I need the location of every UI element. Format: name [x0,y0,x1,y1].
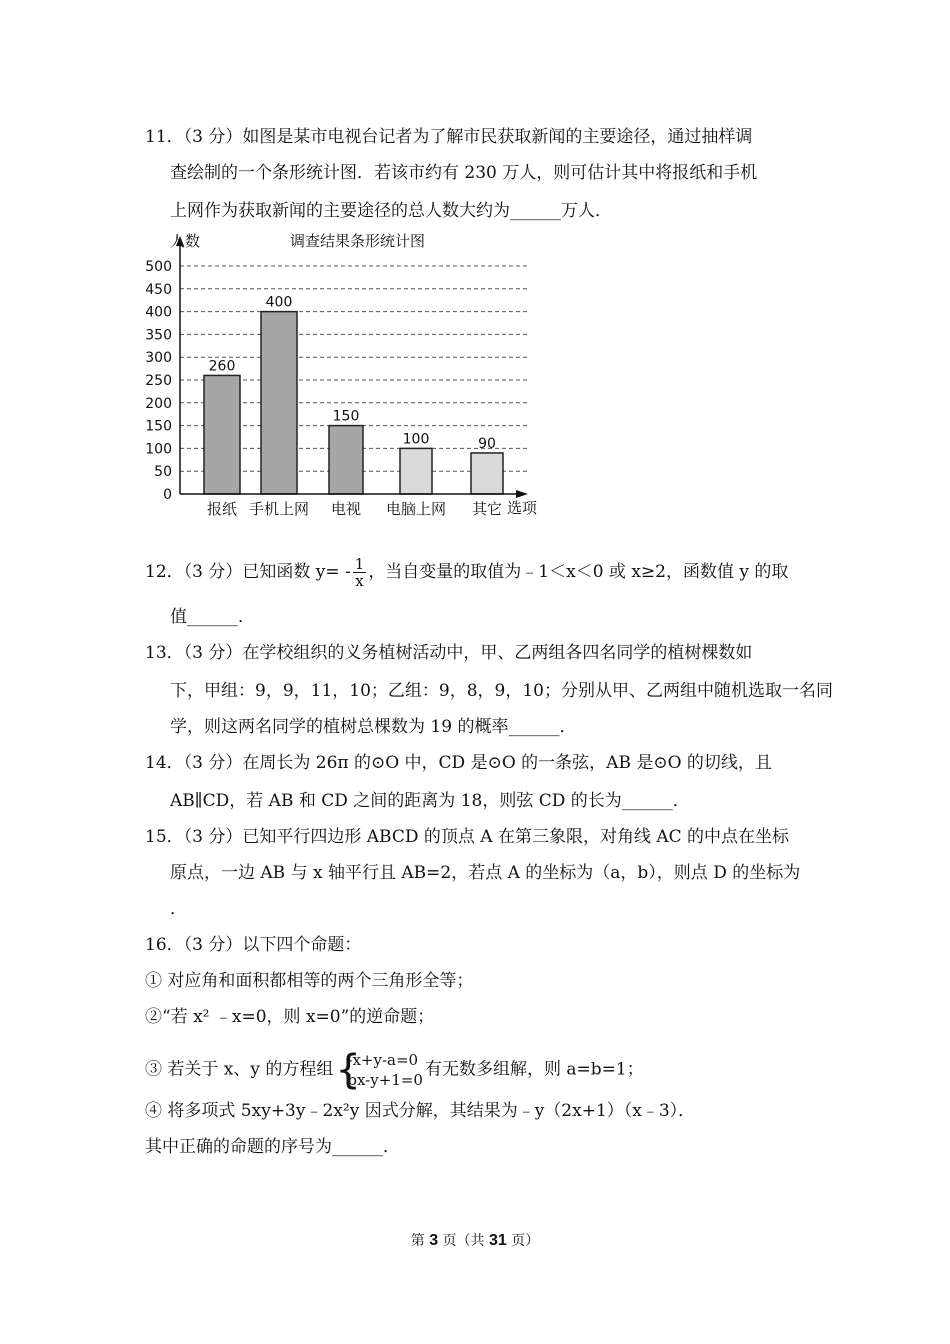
fraction [353,556,367,589]
fraction-denominator: x [355,572,364,590]
bar-value-label: 90 [478,435,496,452]
footer-post: 页） [506,1233,540,1249]
q16-statement-2: ②“若 x² ﹣x=0，则 x=0”的逆命题； [145,1007,435,1027]
q12-pre: 12．（3 分）已知函数 y= - [145,562,351,582]
q13-line3: 学，则这两名同学的植树总棵数为 19 的概率______． [170,717,577,737]
equation-1: -x+y-a=0 [347,1051,419,1069]
category-label: 手机上网 [248,500,310,518]
chart-x-label: 选项 [507,499,538,517]
q11-line2: 查绘制的一个条形统计图．若该市约有 230 万人，则可估计其中将报纸和手机 [170,163,758,183]
q16-title: 16．（3 分）以下四个命题： [145,935,362,955]
q11-line1: 11．（3 分）如图是某市电视台记者为了解市民获取新闻的主要途径，通过抽样调 [145,127,753,147]
equation-2: bx-y+1=0 [347,1071,423,1089]
equation-system [335,1047,423,1093]
q13-line2: 下，甲组：9，9，11，10；乙组：9，8，9，10；分别从甲、乙两组中随机选取一名同 [170,681,833,701]
bar [204,375,240,494]
y-tick-label: 50 [154,464,172,481]
q16-s3-pre: ③ 若关于 x、y 的方程组 [145,1059,334,1080]
category-label: 其它 [471,500,503,518]
q12-line2: 值______． [170,607,255,627]
footer-pre: 第 [410,1233,430,1249]
y-tick-label: 400 [145,304,172,321]
bar-chart [130,228,560,528]
bar-value-label: 400 [265,294,293,311]
fraction-numerator: 1 [354,555,365,573]
footer-mid: 页（共 [438,1233,489,1249]
y-tick-label: 250 [145,373,172,389]
q14-line1: 14．（3 分）在周长为 26π 的⊙O 中，CD 是⊙O 的一条弦，AB 是⊙O 的切线，且 [145,753,772,773]
bar [261,312,297,494]
q14-line2: AB∥CD，若 AB 和 CD 之间的距离为 18，则弦 CD 的长为______． [170,791,690,811]
chart-bars [204,295,503,518]
y-tick-label: 300 [145,350,172,367]
q16-answer-prompt: 其中正确的命题的序号为______． [145,1137,400,1157]
category-label: 电脑上网 [385,500,447,518]
footer-total-pages: 31 [489,1232,507,1249]
q16-s3-post: 有无数多组解，则 a=b=1； [424,1059,644,1080]
chart-y-label: 人数 [170,232,201,250]
q15-line3: ． [170,899,187,919]
q15-line2: 原点，一边 AB 与 x 轴平行且 AB=2，若点 A 的坐标为（a，b），则点 D 的坐标为 [170,863,801,883]
bar [471,453,503,494]
bar-value-label: 260 [208,358,236,375]
q15-line1: 15．（3 分）已知平行四边形 ABCD 的顶点 A 在第三象限，对角线 AC 的中点在坐标 [145,827,790,847]
category-label: 报纸 [206,500,238,518]
bar [400,448,432,494]
page-footer [0,1230,950,1250]
chart-y-ticks [145,259,172,503]
y-tick-label: 450 [145,281,172,298]
q12-line1 [145,556,788,589]
bar-value-label: 150 [332,408,360,425]
y-tick-label: 500 [145,259,172,275]
y-tick-label: 350 [145,327,172,344]
x-axis-arrow [516,490,528,498]
y-tick-label: 0 [163,487,172,503]
q11-line3: 上网作为获取新闻的主要途径的总人数大约为______万人． [170,201,612,221]
q16-statement-1: ① 对应角和面积都相等的两个三角形全等； [145,971,474,991]
chart-title: 调查结果条形统计图 [290,232,426,250]
y-tick-label: 150 [145,418,172,435]
q12-post: ，当自变量的取值为﹣1＜x＜0 或 x≥2，函数值 y 的取 [368,562,789,582]
bar [329,426,363,494]
footer-page-number: 3 [429,1232,439,1249]
y-tick-label: 100 [145,441,172,458]
category-label: 电视 [330,500,362,518]
q13-line1: 13．（3 分）在学校组织的义务植树活动中，甲、乙两组各四名同学的植树棵数如 [145,643,753,663]
y-tick-label: 200 [145,395,172,412]
q16-statement-3 [145,1047,644,1093]
brace-symbol: { [335,1047,361,1093]
q16-statement-4: ④ 将多项式 5xy+3y﹣2x²y 因式分解，其结果为﹣y（2x+1）（x﹣3）． [145,1101,696,1121]
bar-value-label: 100 [402,431,430,448]
